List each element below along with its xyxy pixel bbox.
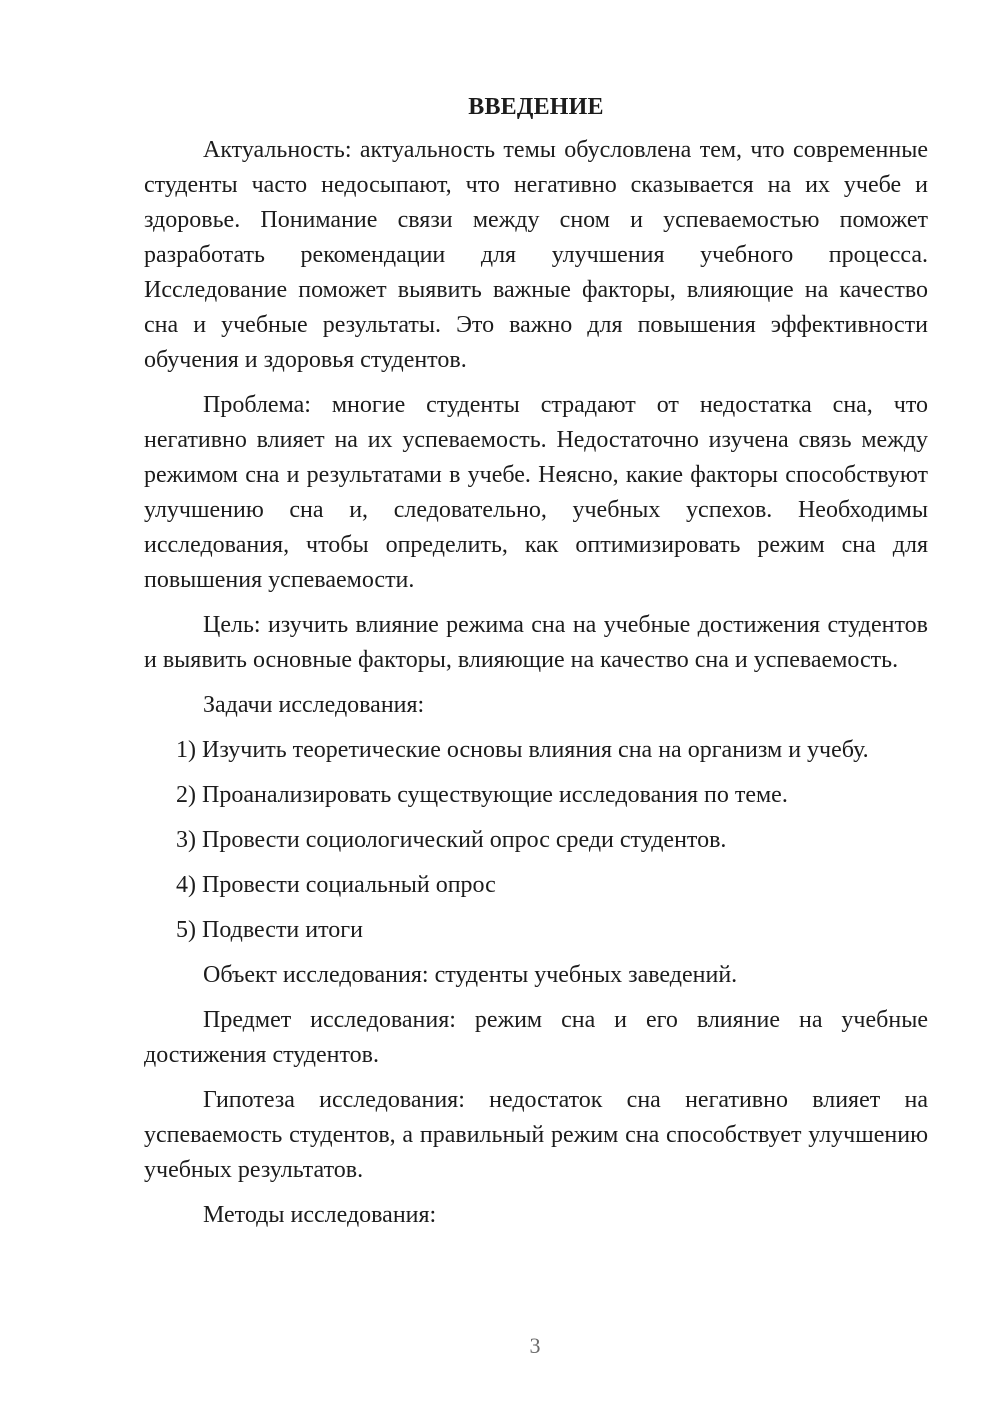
page-number: 3 xyxy=(529,1333,541,1358)
paragraph-goal: Цель: изучить влияние режима сна на учебные достижения студентов и выявить основные факторы, влияющие на качество сна и успеваемость. xyxy=(144,612,928,673)
tasks-heading: Задачи исследования: xyxy=(203,692,425,718)
methods-heading: Методы исследования: xyxy=(203,1202,437,1228)
paragraph-problem: Проблема: многие студенты страдают от недостатка сна, что негативно влияет на их успеваемость. Недостаточно изучена связь между режимом сна и результатами в учебе. Неясно, какие факторы способствуют улучшению сна и, следовательно, учебных успехов. Необходимы исследования, чтобы определить, как оптимизировать режим сна для повышения успеваемости. xyxy=(144,392,928,593)
task-item: 5) Подвести итоги xyxy=(176,917,363,943)
paragraph-relevance: Актуальность: актуальность темы обусловлена тем, что современные студенты часто недосыпают, что негативно сказывается на их учебе и здоровье. Понимание связи между сном и успеваемостью поможет разработать рекомендации для улучшения учебного процесса. Исследование поможет выявить важные факторы, влияющие на качество сна и учебные результаты. Это важно для повышения эффективности обучения и здоровья студентов. xyxy=(144,137,928,373)
section-title: ВВЕДЕНИЕ xyxy=(468,94,604,120)
paragraph-subject: Предмет исследования: режим сна и его влияние на учебные достижения студентов. xyxy=(144,1007,928,1068)
task-item: 2) Проанализировать существующие исследования по теме. xyxy=(176,782,788,808)
task-item: 3) Провести социологический опрос среди студентов. xyxy=(176,827,727,853)
paragraph-object: Объект исследования: студенты учебных заведений. xyxy=(203,962,738,988)
paragraph-hypothesis: Гипотеза исследования: недостаток сна негативно влияет на успеваемость студентов, а правильный режим сна способствует улучшению учебных результатов. xyxy=(144,1087,928,1183)
task-item: 4) Провести социальный опрос xyxy=(176,872,496,898)
task-item: 1) Изучить теоретические основы влияния сна на организм и учебу. xyxy=(176,737,869,763)
page-content xyxy=(144,90,928,1243)
